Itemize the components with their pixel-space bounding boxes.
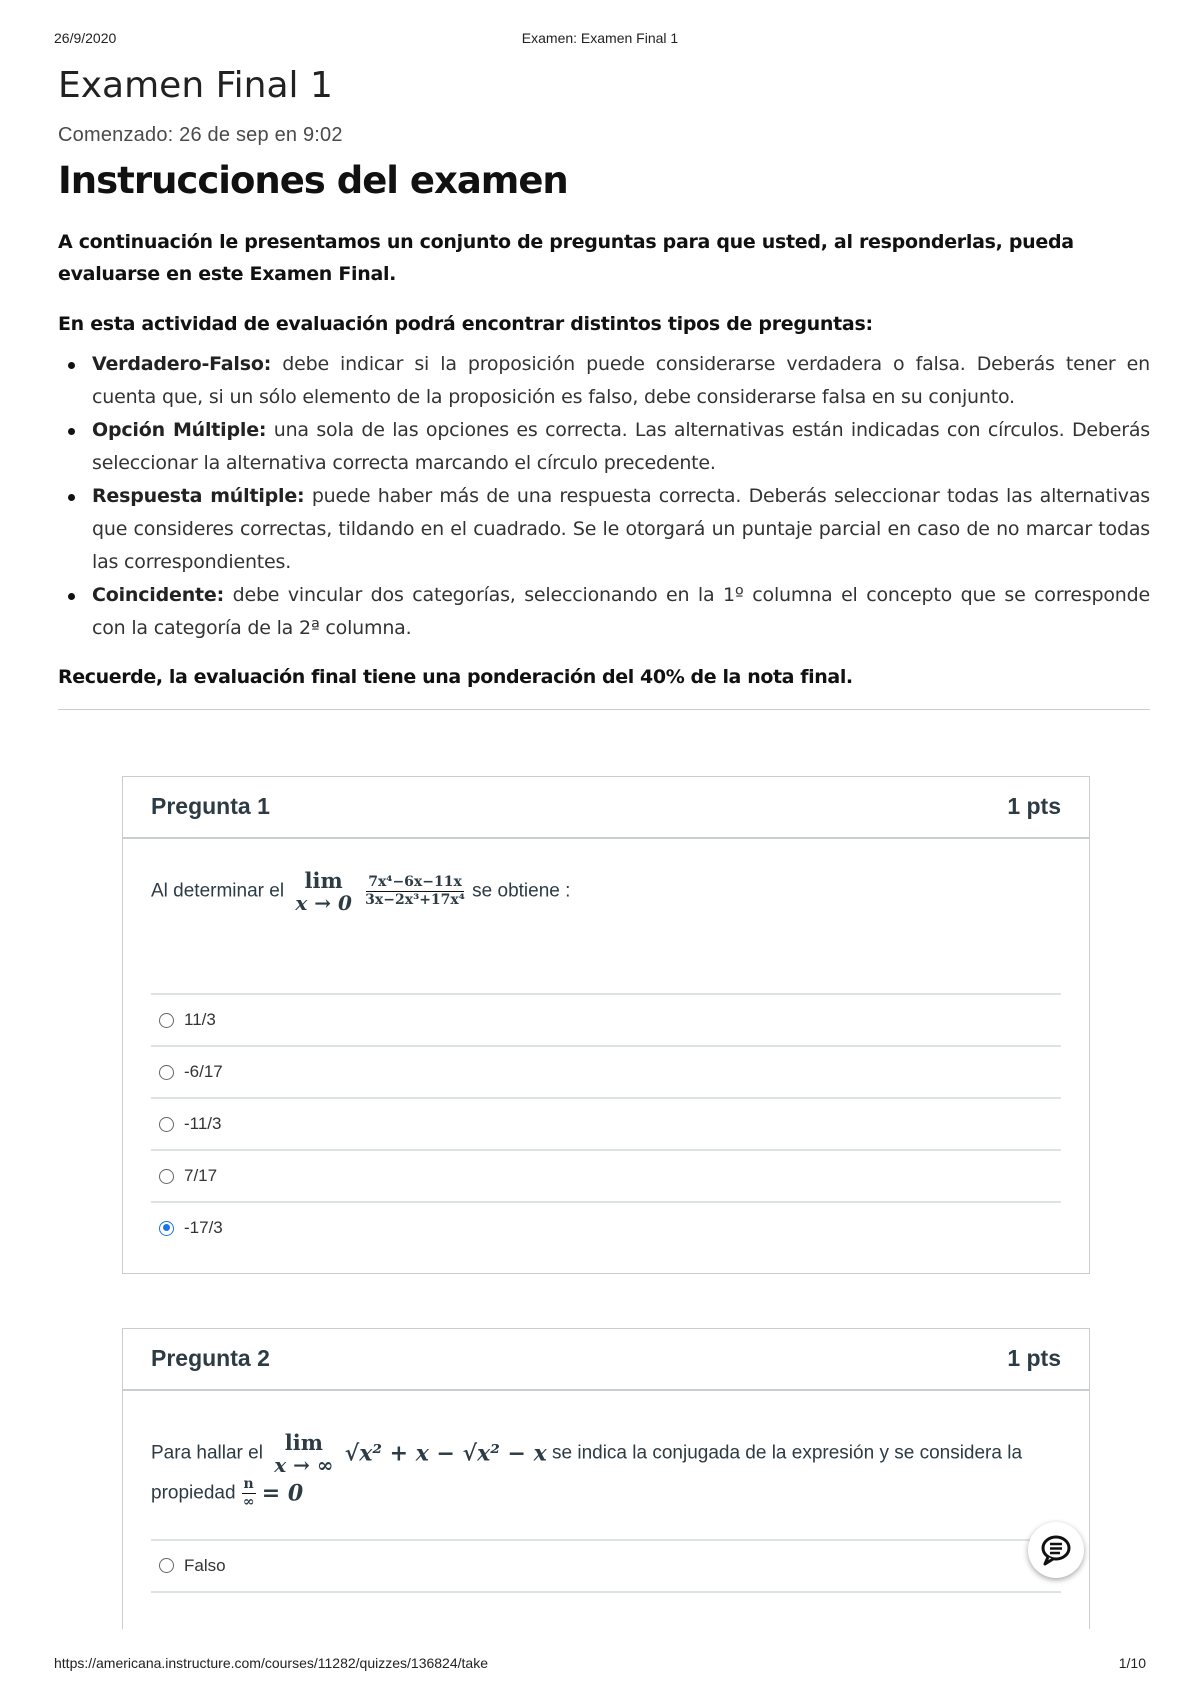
question-header	[123, 777, 1089, 839]
divider	[58, 709, 1150, 710]
question-name: Pregunta 2	[151, 1345, 270, 1371]
question-2	[122, 1328, 1090, 1629]
property-fraction	[241, 1476, 257, 1511]
instructions-intro-2: En esta actividad de evaluación podrá encontrar distintos tipos de preguntas:	[58, 313, 873, 335]
list-item	[92, 579, 1150, 645]
limit-expression	[274, 1431, 333, 1476]
answer-option[interactable]	[151, 995, 1061, 1047]
type-text: puede haber más de una respuesta correcta. Deberás seleccionar todas las alternativas que consideres correctas, tildando en el cuadrado. Se le otorgará un puntaje parcial en caso de no marcar todas las correspondientes.	[92, 485, 1150, 573]
answer-option[interactable]	[151, 1099, 1061, 1151]
instructions-intro: A continuación le presentamos un conjunto de preguntas para que usted, al responderlas, pueda evaluarse en este Examen Final.	[58, 231, 1074, 285]
fraction-numerator: 7x⁴−6x−11x	[368, 874, 462, 891]
print-header	[54, 30, 1146, 50]
print-url: https://americana.instructure.com/courses/11282/quizzes/136824/take	[54, 1655, 488, 1671]
answer-label: 7/17	[184, 1166, 218, 1185]
type-term: Verdadero-Falso:	[92, 353, 272, 375]
question-text-after: se obtiene :	[472, 880, 571, 902]
chat-bubble-icon	[1039, 1533, 1073, 1567]
instructions-title: Instrucciones del examen	[58, 159, 568, 202]
list-item	[92, 414, 1150, 480]
question-points: 1 pts	[1007, 793, 1061, 819]
list-item	[92, 480, 1150, 579]
fraction-numerator: n	[243, 1476, 254, 1493]
radical-expression: √x² + x − √x² − x	[344, 1440, 547, 1467]
radio-button[interactable]	[159, 1117, 174, 1132]
answer-option[interactable]	[151, 1047, 1061, 1099]
page-number: 1/10	[1118, 1655, 1146, 1671]
question-text-after: se indica la conjugada de la expresión y se considera la propiedad	[151, 1442, 1023, 1504]
question-name: Pregunta 1	[151, 793, 270, 819]
answer-option[interactable]	[151, 1203, 1061, 1253]
limit-expression	[295, 869, 352, 914]
started-timestamp: Comenzado: 26 de sep en 9:02	[58, 124, 343, 146]
fraction-denominator: ∞	[242, 1493, 255, 1510]
type-term: Opción Múltiple:	[92, 419, 267, 441]
question-text-before: Al determinar el	[151, 880, 285, 902]
lim-subscript: x → ∞	[274, 1453, 334, 1478]
radio-button[interactable]	[159, 1558, 174, 1573]
print-title: Examen: Examen Final 1	[521, 30, 679, 46]
question-types-list	[58, 348, 1150, 645]
radio-button-selected[interactable]	[159, 1221, 174, 1236]
fraction	[363, 874, 467, 909]
type-term: Respuesta múltiple:	[92, 485, 305, 507]
type-text: debe vincular dos categorías, seleccionando en la 1º columna el concepto que se corresponde con la categoría de la 2ª columna.	[92, 584, 1150, 639]
quiz-content	[58, 62, 1150, 710]
lim-word: lim	[304, 868, 343, 893]
chat-button[interactable]	[1028, 1522, 1084, 1578]
type-text: debe indicar si la proposición puede considerarse verdadera o falsa. Deberás tener en cuenta que, si un sólo elemento de la proposición es falso, debe considerarse falsa en su conjunto.	[92, 353, 1150, 408]
answer-option[interactable]	[151, 1151, 1061, 1203]
question-text-before: Para hallar el	[151, 1442, 263, 1464]
answer-label: Falso	[184, 1555, 226, 1575]
type-term: Coincidente:	[92, 584, 224, 606]
answer-list	[151, 1539, 1061, 1593]
fraction-denominator: 3x−2x³+17x⁴	[365, 892, 465, 909]
question-text	[151, 839, 1061, 969]
page-title: Examen Final 1	[58, 65, 333, 106]
answer-label: 11/3	[184, 1010, 216, 1029]
radio-button[interactable]	[159, 1013, 174, 1028]
property-equals: = 0	[261, 1480, 304, 1507]
question-text	[151, 1391, 1061, 1511]
weighting-note: Recuerde, la evaluación final tiene una ponderación del 40% de la nota final.	[58, 666, 853, 688]
list-item	[92, 348, 1150, 414]
type-text: una sola de las opciones es correcta. Las alternativas están indicadas con círculos. Deberás seleccionar la alternativa correcta marcando el círculo precedente.	[92, 419, 1150, 474]
question-1	[122, 776, 1090, 1274]
question-points: 1 pts	[1007, 1345, 1061, 1371]
answer-list	[151, 993, 1061, 1253]
radio-button[interactable]	[159, 1065, 174, 1080]
lim-word: lim	[284, 1430, 323, 1455]
print-date: 26/9/2020	[54, 30, 117, 46]
radio-button[interactable]	[159, 1169, 174, 1184]
answer-option[interactable]	[151, 1541, 1061, 1593]
lim-subscript: x → 0	[295, 891, 352, 916]
print-footer	[54, 1655, 1146, 1675]
answer-label: -6/17	[184, 1062, 223, 1081]
answer-label: -17/3	[184, 1218, 223, 1237]
instructions-body	[58, 226, 1150, 693]
question-header	[123, 1329, 1089, 1391]
answer-label: -11/3	[184, 1114, 222, 1133]
